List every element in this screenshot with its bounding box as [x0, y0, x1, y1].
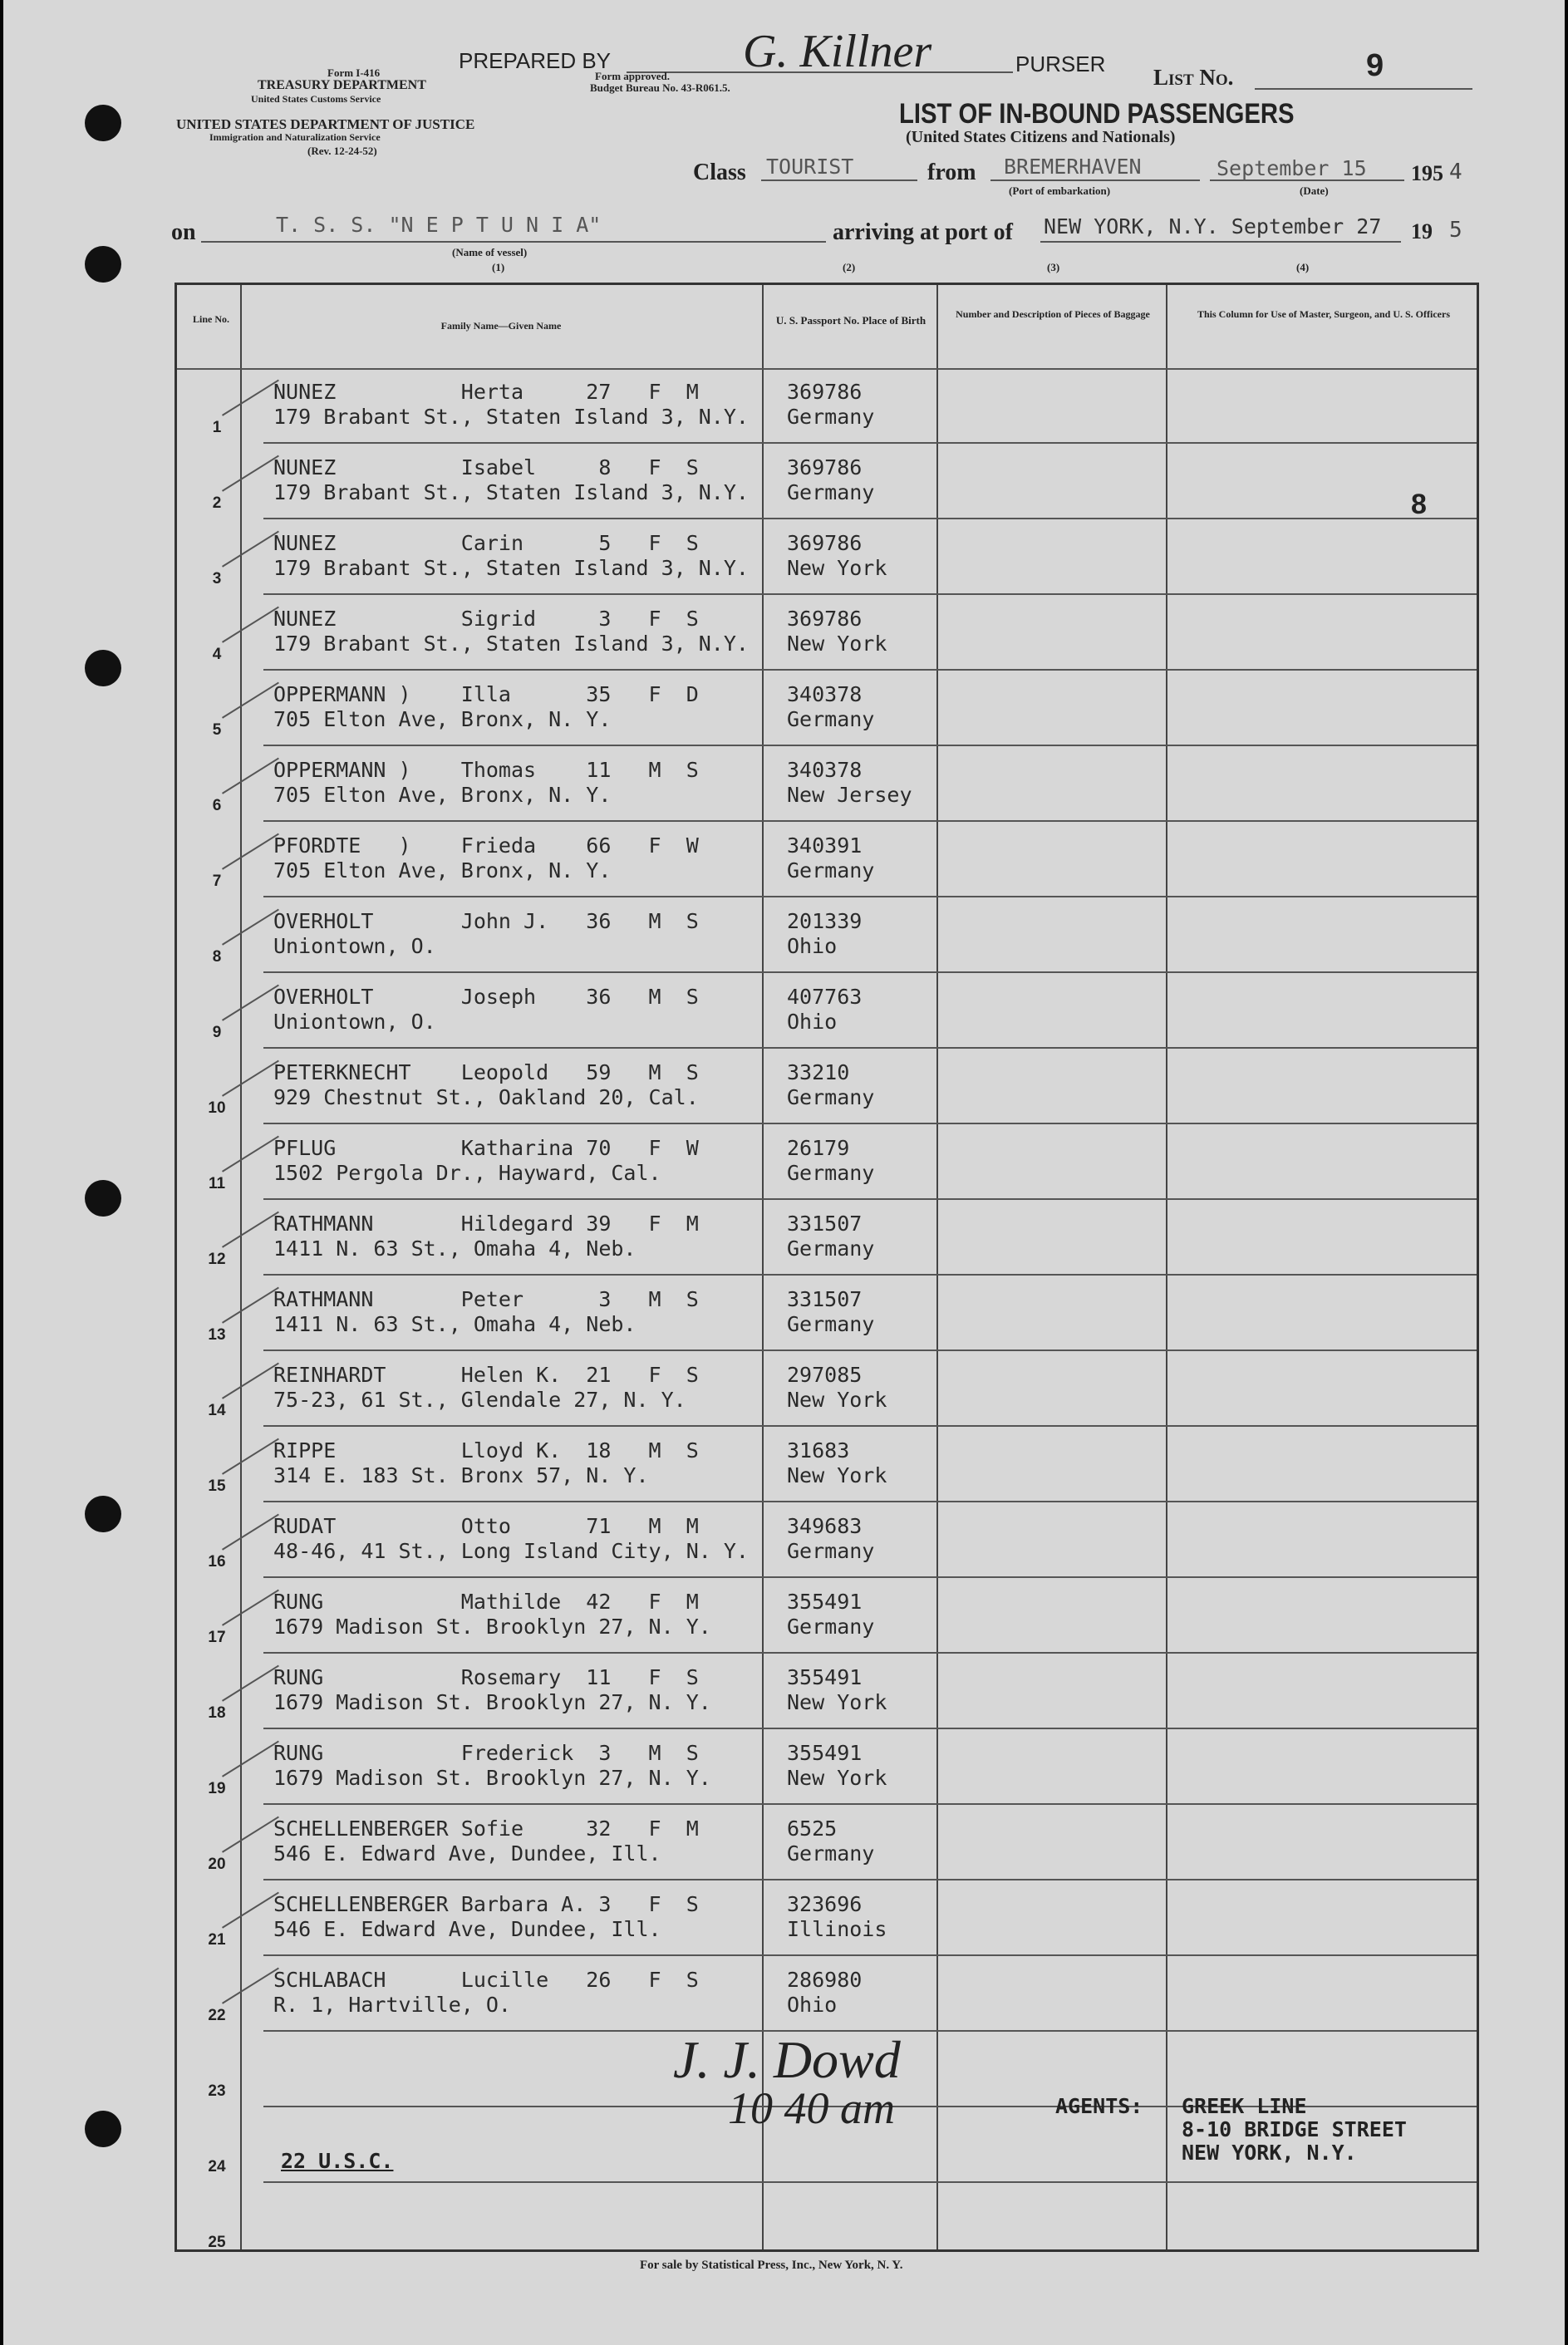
- table-row: [177, 444, 1477, 519]
- place-of-birth: New Jersey: [787, 783, 912, 807]
- line-number: 21: [208, 1931, 226, 1949]
- passport-number: 340378: [787, 758, 863, 782]
- table-row: [177, 746, 1477, 822]
- passport-number: 331507: [787, 1212, 863, 1236]
- passport-number: 355491: [787, 1590, 863, 1614]
- passenger-name-line: PFLUG Katharina 70 F W: [273, 1136, 699, 1160]
- place-of-birth: Germany: [787, 405, 875, 429]
- passenger-address: 705 Elton Ave, Bronx, N. Y.: [273, 783, 612, 807]
- table-row: [177, 1124, 1477, 1200]
- table-row: [177, 822, 1477, 897]
- passport-number: 349683: [787, 1514, 863, 1538]
- place-of-birth: New York: [787, 632, 887, 656]
- table-row: [177, 973, 1477, 1049]
- place-of-birth: Germany: [787, 1085, 875, 1109]
- passport-number: 369786: [787, 380, 863, 404]
- passenger-name-line: RIPPE Lloyd K. 18 M S: [273, 1438, 699, 1463]
- line-number: 17: [208, 1629, 226, 1646]
- passenger-address: 1679 Madison St. Brooklyn 27, N. Y.: [273, 1615, 711, 1639]
- passenger-address: 546 E. Edward Ave, Dundee, Ill.: [273, 1917, 661, 1941]
- column-number-3: (3): [1047, 261, 1060, 273]
- column-header-name: Family Name—Given Name: [440, 320, 562, 332]
- agent-street: 8-10 BRIDGE STREET: [1182, 2117, 1407, 2141]
- form-approved: Form approved.: [595, 70, 671, 82]
- passport-number: 323696: [787, 1892, 863, 1916]
- passport-number: 33210: [787, 1060, 850, 1084]
- arrival-value: NEW YORK, N.Y. September 27: [1044, 214, 1382, 238]
- passenger-name-line: RUNG Frederick 3 M S: [273, 1741, 699, 1765]
- binder-hole: [85, 105, 121, 141]
- passenger-name-line: SCHLABACH Lucille 26 F S: [273, 1968, 699, 1992]
- passenger-name-line: RUNG Rosemary 11 F S: [273, 1665, 699, 1689]
- line-number: 24: [208, 2158, 226, 2175]
- place-of-birth: Germany: [787, 1539, 875, 1563]
- list-no-label: List No.: [1153, 65, 1234, 90]
- arrival-line: [1040, 241, 1401, 243]
- passport-number: 6525: [787, 1817, 838, 1841]
- printer-imprint: For sale by Statistical Press, Inc., New York, N. Y.: [640, 2259, 903, 2272]
- line-number: 3: [212, 570, 222, 587]
- statute-reference: 22 U.S.C.: [281, 2149, 394, 2173]
- preparer-signature: G. Killner: [743, 26, 932, 77]
- passenger-address: 1502 Pergola Dr., Hayward, Cal.: [273, 1161, 661, 1185]
- passenger-name-line: REINHARDT Helen K. 21 F S: [273, 1363, 699, 1387]
- passenger-table: [174, 283, 1479, 2252]
- class-label: Class: [693, 160, 746, 185]
- passenger-name-line: PETERKNECHT Leopold 59 M S: [273, 1060, 699, 1084]
- passport-number: 369786: [787, 607, 863, 631]
- passenger-address: 546 E. Edward Ave, Dundee, Ill.: [273, 1841, 661, 1866]
- place-of-birth: Germany: [787, 1615, 875, 1639]
- table-row: [177, 1049, 1477, 1124]
- customs-service: United States Customs Service: [251, 93, 381, 105]
- table-row: [177, 1427, 1477, 1502]
- passenger-name-line: PFORDTE ) Frieda 66 F W: [273, 833, 699, 858]
- year-suffix: 4: [1449, 160, 1462, 184]
- inspector-signature: J. J. Dowd: [673, 2030, 901, 2089]
- table-row: [177, 2183, 1477, 2259]
- column-header-passport: U. S. Passport No. Place of Birth: [775, 314, 927, 327]
- port-caption: (Port of embarkation): [1009, 184, 1111, 197]
- passenger-name-line: OVERHOLT John J. 36 M S: [273, 909, 699, 933]
- line-number: 5: [212, 721, 222, 739]
- passport-number: 331507: [787, 1287, 863, 1311]
- passenger-address: R. 1, Hartville, O.: [273, 1993, 511, 2017]
- place-of-birth: Germany: [787, 1236, 875, 1261]
- table-row: [177, 1351, 1477, 1427]
- place-of-birth: Germany: [787, 1161, 875, 1185]
- passenger-address: 1411 N. 63 St., Omaha 4, Neb.: [273, 1236, 637, 1261]
- from-label: from: [927, 160, 976, 185]
- line-number: 8: [212, 948, 222, 966]
- passenger-name-line: NUNEZ Sigrid 3 F S: [273, 607, 699, 631]
- line-number: 4: [212, 646, 222, 663]
- vessel-line: [201, 241, 826, 243]
- passport-number: 201339: [787, 909, 863, 933]
- passenger-address: 929 Chestnut St., Oakland 20, Cal.: [273, 1085, 699, 1109]
- vessel-column-number: (1): [492, 261, 505, 273]
- binder-hole: [85, 2111, 121, 2147]
- passport-number: 407763: [787, 985, 863, 1009]
- arriving-label: arriving at port of: [833, 219, 1013, 245]
- place-of-birth: Germany: [787, 858, 875, 882]
- passenger-name-line: OPPERMANN ) Thomas 11 M S: [273, 758, 699, 782]
- table-row: [177, 1200, 1477, 1276]
- passenger-name-line: RUNG Mathilde 42 F M: [273, 1590, 699, 1614]
- list-number: 9: [1366, 48, 1384, 83]
- passenger-address: 705 Elton Ave, Bronx, N. Y.: [273, 707, 612, 731]
- table-row: [177, 1805, 1477, 1880]
- passenger-name-line: RATHMANN Peter 3 M S: [273, 1287, 699, 1311]
- binder-hole: [85, 650, 121, 686]
- passenger-address: 705 Elton Ave, Bronx, N. Y.: [273, 858, 612, 882]
- place-of-birth: Germany: [787, 1312, 875, 1336]
- from-value: BREMERHAVEN: [1004, 155, 1142, 179]
- place-of-birth: Germany: [787, 707, 875, 731]
- place-of-birth: Ohio: [787, 934, 838, 958]
- table-row: [177, 1654, 1477, 1729]
- place-of-birth: Ohio: [787, 1010, 838, 1034]
- line-number: 1: [212, 419, 222, 436]
- passenger-address: 48-46, 41 St., Long Island City, N. Y.: [273, 1539, 749, 1563]
- passport-number: 355491: [787, 1741, 863, 1765]
- date-value: September 15: [1217, 156, 1367, 180]
- passenger-address: 179 Brabant St., Staten Island 3, N.Y.: [273, 480, 749, 504]
- binder-hole: [85, 1180, 121, 1217]
- place-of-birth: Illinois: [787, 1917, 887, 1941]
- passenger-address: 314 E. 183 St. Bronx 57, N. Y.: [273, 1463, 649, 1487]
- table-row: [177, 897, 1477, 973]
- line-number: 19: [208, 1780, 226, 1797]
- class-value: TOURIST: [766, 155, 854, 179]
- place-of-birth: Germany: [787, 480, 875, 504]
- immigration-service: Immigration and Naturalization Service: [209, 131, 381, 143]
- table-row: [177, 1502, 1477, 1578]
- passenger-address: 179 Brabant St., Staten Island 3, N.Y.: [273, 632, 749, 656]
- budget-bureau: Budget Bureau No. 43-R061.5.: [590, 81, 730, 94]
- table-row: [177, 368, 1477, 444]
- passport-number: 369786: [787, 455, 863, 479]
- arrival-year-suffix: 5: [1449, 218, 1462, 243]
- table-row: [177, 1729, 1477, 1805]
- passenger-name-line: RATHMANN Hildegard 39 F M: [273, 1212, 699, 1236]
- passport-number: 297085: [787, 1363, 863, 1387]
- column-header-officers: This Column for Use of Master, Surgeon, and U. S. Officers: [1197, 308, 1450, 320]
- column-header-line: Line No.: [192, 313, 229, 325]
- binder-hole: [85, 246, 121, 283]
- justice-dept: UNITED STATES DEPARTMENT OF JUSTICE: [176, 116, 475, 132]
- from-line: [990, 179, 1200, 181]
- table-row: [177, 671, 1477, 746]
- passenger-name-line: OPPERMANN ) Illa 35 F D: [273, 682, 699, 706]
- place-of-birth: New York: [787, 1388, 887, 1412]
- passenger-address: 1679 Madison St. Brooklyn 27, N. Y.: [273, 1766, 711, 1790]
- passport-number: 355491: [787, 1665, 863, 1689]
- line-number: 2: [212, 494, 222, 512]
- revision: (Rev. 12-24-52): [307, 145, 377, 157]
- column-header-baggage: Number and Description of Pieces of Baggage: [956, 308, 1150, 320]
- passenger-address: 179 Brabant St., Staten Island 3, N.Y.: [273, 556, 749, 580]
- agent-city: NEW YORK, N.Y.: [1182, 2141, 1357, 2165]
- passenger-address: 75-23, 61 St., Glendale 27, N. Y.: [273, 1388, 686, 1412]
- place-of-birth: Ohio: [787, 1993, 838, 2017]
- place-of-birth: New York: [787, 556, 887, 580]
- officer-margin-mark: 8: [1411, 489, 1427, 520]
- line-number: 10: [208, 1099, 226, 1117]
- passenger-address: 179 Brabant St., Staten Island 3, N.Y.: [273, 405, 749, 429]
- vessel-caption: (Name of vessel): [452, 246, 528, 258]
- place-of-birth: New York: [787, 1766, 887, 1790]
- place-of-birth: New York: [787, 1463, 887, 1487]
- table-row: [177, 1276, 1477, 1351]
- arrival-year-prefix: 19: [1411, 219, 1433, 243]
- passport-number: 340378: [787, 682, 863, 706]
- table-row: [177, 1956, 1477, 2032]
- year-prefix: 195: [1411, 161, 1443, 185]
- list-no-line: [1255, 88, 1472, 90]
- passenger-name-line: RUDAT Otto 71 M M: [273, 1514, 699, 1538]
- passenger-name-line: NUNEZ Isabel 8 F S: [273, 455, 699, 479]
- line-number: 6: [212, 797, 222, 814]
- line-number: 12: [208, 1251, 226, 1268]
- line-number: 9: [212, 1024, 222, 1041]
- line-number: 15: [208, 1477, 226, 1495]
- passport-number: 26179: [787, 1136, 850, 1160]
- line-number: 23: [208, 2082, 226, 2100]
- passenger-address: Uniontown, O.: [273, 934, 436, 958]
- table-row: [177, 1880, 1477, 1956]
- passenger-address: 1679 Madison St. Brooklyn 27, N. Y.: [273, 1690, 711, 1714]
- prepared-by-label: PREPARED BY: [459, 48, 612, 73]
- purser-label: PURSER: [1015, 52, 1106, 76]
- treasury-dept: TREASURY DEPARTMENT: [258, 78, 426, 92]
- table-row: [177, 595, 1477, 671]
- place-of-birth: Germany: [787, 1841, 875, 1866]
- column-number-4: (4): [1296, 261, 1310, 273]
- vessel-value: T. S. S. "N E P T U N I A": [276, 213, 602, 237]
- page-title: LIST OF IN-BOUND PASSENGERS: [899, 98, 1295, 130]
- line-number: 20: [208, 1856, 226, 1873]
- on-label: on: [171, 219, 196, 245]
- line-number: 22: [208, 2007, 226, 2024]
- passport-number: 286980: [787, 1968, 863, 1992]
- table-row: [177, 519, 1477, 595]
- line-number: 16: [208, 1553, 226, 1571]
- form-number: Form I-416: [327, 66, 381, 79]
- passenger-name-line: NUNEZ Herta 27 F M: [273, 380, 699, 404]
- passenger-address: 1411 N. 63 St., Omaha 4, Neb.: [273, 1312, 637, 1336]
- binder-hole: [85, 1496, 121, 1532]
- passenger-name-line: SCHELLENBERGER Sofie 32 F M: [273, 1817, 699, 1841]
- line-number: 7: [212, 873, 222, 890]
- place-of-birth: New York: [787, 1690, 887, 1714]
- passport-number: 31683: [787, 1438, 850, 1463]
- line-number: 11: [208, 1175, 226, 1192]
- line-number: 25: [208, 2234, 226, 2251]
- passenger-name-line: OVERHOLT Joseph 36 M S: [273, 985, 699, 1009]
- passport-number: 369786: [787, 531, 863, 555]
- passenger-name-line: SCHELLENBERGER Barbara A. 3 F S: [273, 1892, 699, 1916]
- class-line: [761, 179, 917, 181]
- line-number: 13: [208, 1326, 226, 1344]
- date-caption: (Date): [1300, 184, 1329, 197]
- agent-name: GREEK LINE: [1182, 2094, 1307, 2118]
- passenger-address: Uniontown, O.: [273, 1010, 436, 1034]
- table-row: [177, 1578, 1477, 1654]
- passenger-name-line: NUNEZ Carin 5 F S: [273, 531, 699, 555]
- agents-label: AGENTS:: [1055, 2094, 1143, 2118]
- column-number-2: (2): [843, 261, 856, 273]
- line-number: 14: [208, 1402, 226, 1419]
- line-number: 18: [208, 1704, 226, 1722]
- passport-number: 340391: [787, 833, 863, 858]
- inspection-time-note: 10 40 am: [728, 2083, 895, 2133]
- page-subtitle: (United States Citizens and Nationals): [906, 128, 1176, 146]
- manifest-sheet: [3, 0, 1565, 2345]
